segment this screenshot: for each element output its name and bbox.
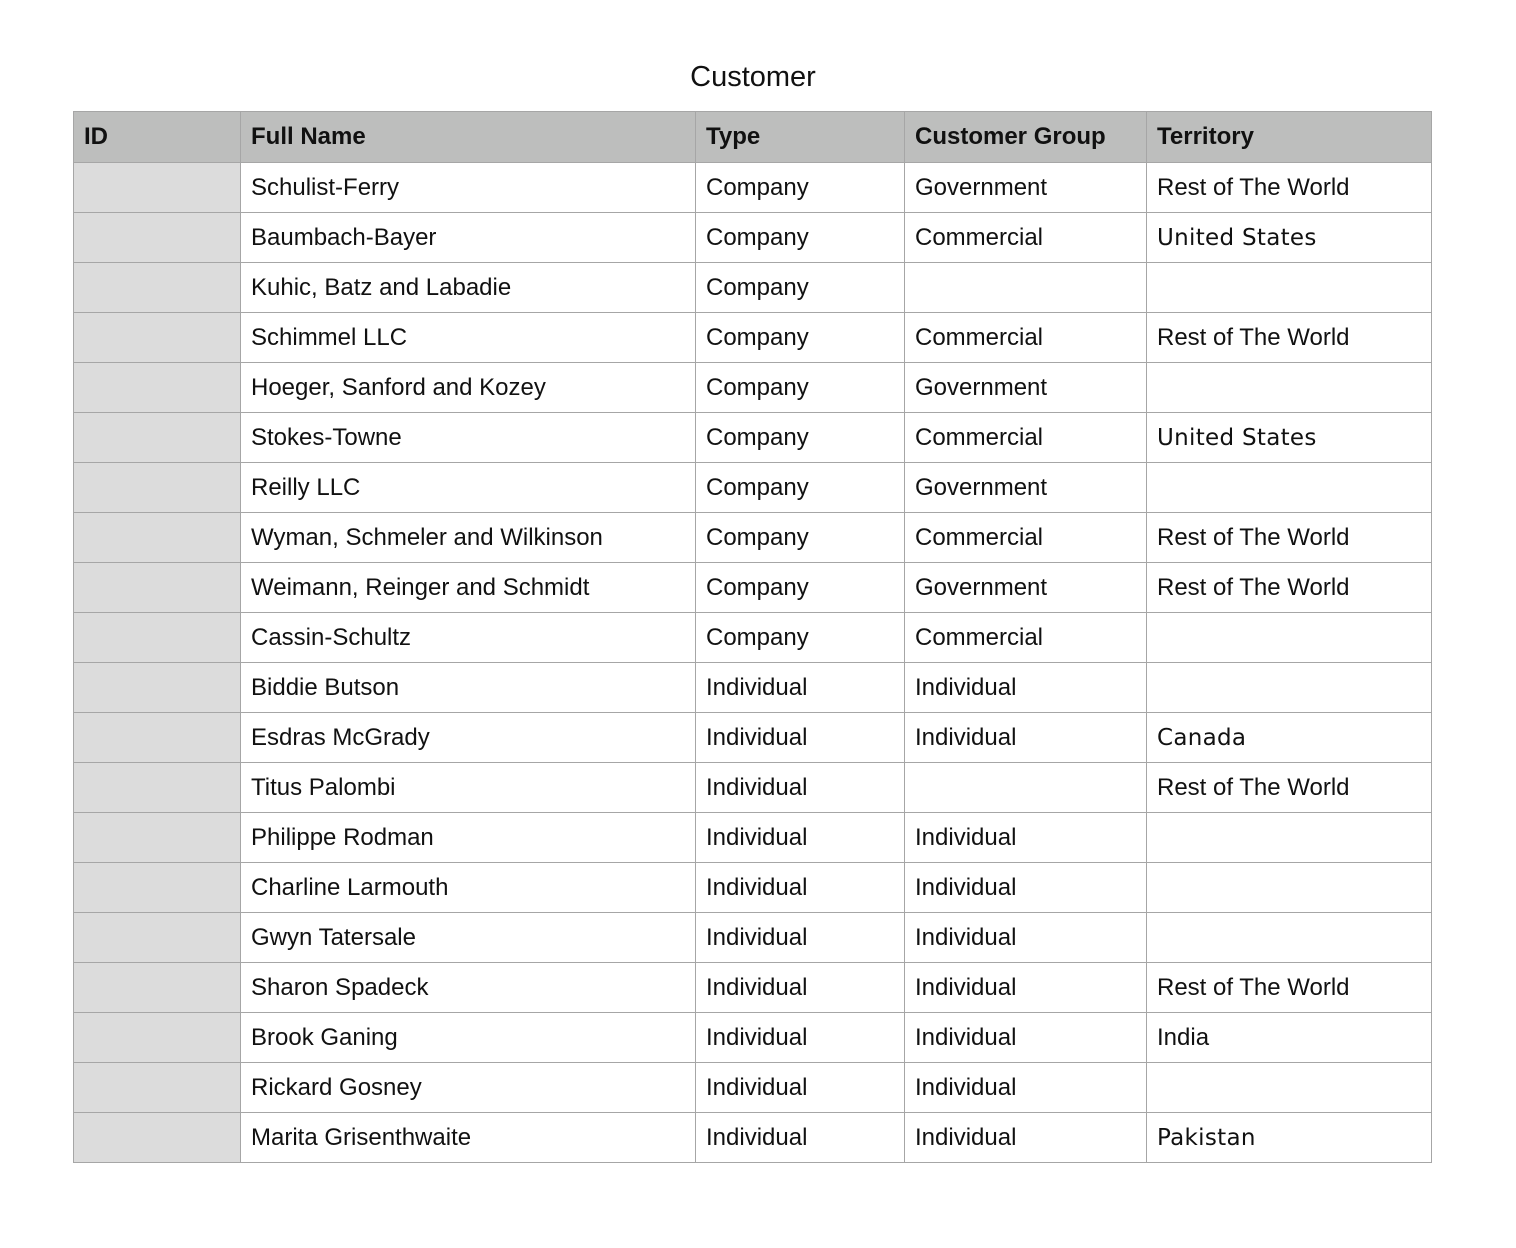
type-cell[interactable]: Individual — [696, 963, 905, 1013]
id-cell[interactable] — [74, 313, 241, 363]
type-cell[interactable]: Company — [696, 263, 905, 313]
table-row — [74, 413, 1432, 463]
full-name-cell[interactable]: Reilly LLC — [241, 463, 696, 513]
table-row — [74, 513, 1432, 563]
type-cell[interactable]: Company — [696, 613, 905, 663]
customer-group-cell[interactable]: Individual — [905, 713, 1147, 763]
full-name-cell[interactable]: Baumbach-Bayer — [241, 213, 696, 263]
customer-group-cell[interactable]: Individual — [905, 1063, 1147, 1113]
table-row — [74, 813, 1432, 863]
full-name-cell[interactable]: Brook Ganing — [241, 1013, 696, 1063]
type-cell[interactable]: Company — [696, 213, 905, 263]
full-name-cell[interactable]: Rickard Gosney — [241, 1063, 696, 1113]
territory-cell[interactable] — [1147, 463, 1432, 513]
full-name-cell[interactable]: Cassin-Schultz — [241, 613, 696, 663]
type-cell[interactable]: Individual — [696, 1063, 905, 1113]
column-header-type[interactable]: Type — [696, 112, 905, 163]
table-row — [74, 563, 1432, 613]
id-cell[interactable] — [74, 713, 241, 763]
column-header-id[interactable]: ID — [74, 112, 241, 163]
territory-cell[interactable] — [1147, 663, 1432, 713]
territory-cell[interactable] — [1147, 813, 1432, 863]
customer-group-cell[interactable]: Individual — [905, 863, 1147, 913]
id-cell[interactable] — [74, 563, 241, 613]
id-cell[interactable] — [74, 463, 241, 513]
territory-cell[interactable]: India — [1147, 1013, 1432, 1063]
customer-group-cell[interactable] — [905, 263, 1147, 313]
customer-group-cell[interactable]: Individual — [905, 1113, 1147, 1163]
table-row — [74, 663, 1432, 713]
full-name-cell[interactable]: Schimmel LLC — [241, 313, 696, 363]
territory-cell[interactable]: Rest of The World — [1147, 313, 1432, 363]
full-name-cell[interactable]: Wyman, Schmeler and Wilkinson — [241, 513, 696, 563]
table-row — [74, 863, 1432, 913]
customer-group-cell[interactable]: Individual — [905, 813, 1147, 863]
type-cell[interactable]: Individual — [696, 663, 905, 713]
id-cell[interactable] — [74, 763, 241, 813]
id-cell[interactable] — [74, 213, 241, 263]
table-row — [74, 913, 1432, 963]
table-row — [74, 213, 1432, 263]
territory-cell[interactable] — [1147, 263, 1432, 313]
type-cell[interactable]: Company — [696, 463, 905, 513]
customer-group-cell[interactable]: Commercial — [905, 213, 1147, 263]
type-cell[interactable]: Company — [696, 513, 905, 563]
full-name-cell[interactable]: Charline Larmouth — [241, 863, 696, 913]
territory-cell[interactable] — [1147, 1063, 1432, 1113]
customer-group-cell[interactable]: Individual — [905, 913, 1147, 963]
id-cell[interactable] — [74, 263, 241, 313]
full-name-cell[interactable]: Titus Palombi — [241, 763, 696, 813]
territory-cell[interactable]: United States — [1147, 213, 1432, 263]
id-cell[interactable] — [74, 513, 241, 563]
full-name-cell[interactable]: Schulist-Ferry — [241, 163, 696, 213]
column-header-territory[interactable]: Territory — [1147, 112, 1432, 163]
territory-cell[interactable] — [1147, 363, 1432, 413]
customer-group-cell[interactable]: Commercial — [905, 513, 1147, 563]
type-cell[interactable]: Company — [696, 163, 905, 213]
table-row — [74, 613, 1432, 663]
territory-cell[interactable]: Rest of The World — [1147, 163, 1432, 213]
full-name-cell[interactable]: Biddie Butson — [241, 663, 696, 713]
full-name-cell[interactable]: Philippe Rodman — [241, 813, 696, 863]
table-row — [74, 163, 1432, 213]
full-name-cell[interactable]: Marita Grisenthwaite — [241, 1113, 696, 1163]
type-cell[interactable]: Individual — [696, 763, 905, 813]
customer-group-cell[interactable]: Commercial — [905, 613, 1147, 663]
customer-table — [73, 111, 1432, 1163]
type-cell[interactable]: Individual — [696, 1113, 905, 1163]
id-cell[interactable] — [74, 163, 241, 213]
id-cell[interactable] — [74, 1113, 241, 1163]
territory-cell[interactable]: Rest of The World — [1147, 563, 1432, 613]
table-row — [74, 463, 1432, 513]
full-name-cell[interactable]: Esdras McGrady — [241, 713, 696, 763]
id-cell[interactable] — [74, 363, 241, 413]
table-row — [74, 1113, 1432, 1163]
table-row — [74, 313, 1432, 363]
table-row — [74, 1063, 1432, 1113]
id-cell[interactable] — [74, 613, 241, 663]
id-cell[interactable] — [74, 963, 241, 1013]
column-header-full-name[interactable]: Full Name — [241, 112, 696, 163]
id-cell[interactable] — [74, 663, 241, 713]
territory-cell[interactable] — [1147, 913, 1432, 963]
id-cell[interactable] — [74, 813, 241, 863]
territory-cell[interactable]: Rest of The World — [1147, 963, 1432, 1013]
type-cell[interactable]: Company — [696, 313, 905, 363]
customer-group-cell[interactable]: Government — [905, 163, 1147, 213]
territory-cell[interactable] — [1147, 863, 1432, 913]
territory-cell[interactable]: Pakistan — [1147, 1113, 1432, 1163]
type-cell[interactable]: Individual — [696, 913, 905, 963]
table-row — [74, 713, 1432, 763]
customer-group-cell[interactable]: Commercial — [905, 313, 1147, 363]
id-cell[interactable] — [74, 863, 241, 913]
territory-cell[interactable]: Canada — [1147, 713, 1432, 763]
type-cell[interactable]: Company — [696, 363, 905, 413]
territory-cell[interactable]: Rest of The World — [1147, 513, 1432, 563]
customer-group-cell[interactable]: Individual — [905, 963, 1147, 1013]
table-body — [74, 163, 1432, 1163]
type-cell[interactable]: Company — [696, 413, 905, 463]
sheet-title: Customer — [690, 61, 816, 93]
customer-group-cell[interactable]: Individual — [905, 663, 1147, 713]
type-cell[interactable]: Individual — [696, 863, 905, 913]
id-cell[interactable] — [74, 1013, 241, 1063]
header-row — [74, 112, 1432, 163]
table-row — [74, 763, 1432, 813]
type-cell[interactable]: Individual — [696, 713, 905, 763]
id-cell[interactable] — [74, 913, 241, 963]
territory-cell[interactable]: United States — [1147, 413, 1432, 463]
type-cell[interactable]: Individual — [696, 1013, 905, 1063]
id-cell[interactable] — [74, 413, 241, 463]
table-row — [74, 963, 1432, 1013]
customer-group-cell[interactable]: Individual — [905, 1013, 1147, 1063]
full-name-cell[interactable]: Kuhic, Batz and Labadie — [241, 263, 696, 313]
table-row — [74, 1013, 1432, 1063]
full-name-cell[interactable]: Hoeger, Sanford and Kozey — [241, 363, 696, 413]
customer-group-cell[interactable]: Government — [905, 363, 1147, 413]
territory-cell[interactable] — [1147, 613, 1432, 663]
full-name-cell[interactable]: Gwyn Tatersale — [241, 913, 696, 963]
type-cell[interactable]: Individual — [696, 813, 905, 863]
column-header-customer-group[interactable]: Customer Group — [905, 112, 1147, 163]
customer-group-cell[interactable]: Commercial — [905, 413, 1147, 463]
customer-group-cell[interactable] — [905, 763, 1147, 813]
id-cell[interactable] — [74, 1063, 241, 1113]
customer-group-cell[interactable]: Government — [905, 463, 1147, 513]
type-cell[interactable]: Company — [696, 563, 905, 613]
full-name-cell[interactable]: Weimann, Reinger and Schmidt — [241, 563, 696, 613]
full-name-cell[interactable]: Stokes-Towne — [241, 413, 696, 463]
customer-group-cell[interactable]: Government — [905, 563, 1147, 613]
full-name-cell[interactable]: Sharon Spadeck — [241, 963, 696, 1013]
table-header — [74, 112, 1432, 163]
table-row — [74, 263, 1432, 313]
territory-cell[interactable]: Rest of The World — [1147, 763, 1432, 813]
table-row — [74, 363, 1432, 413]
